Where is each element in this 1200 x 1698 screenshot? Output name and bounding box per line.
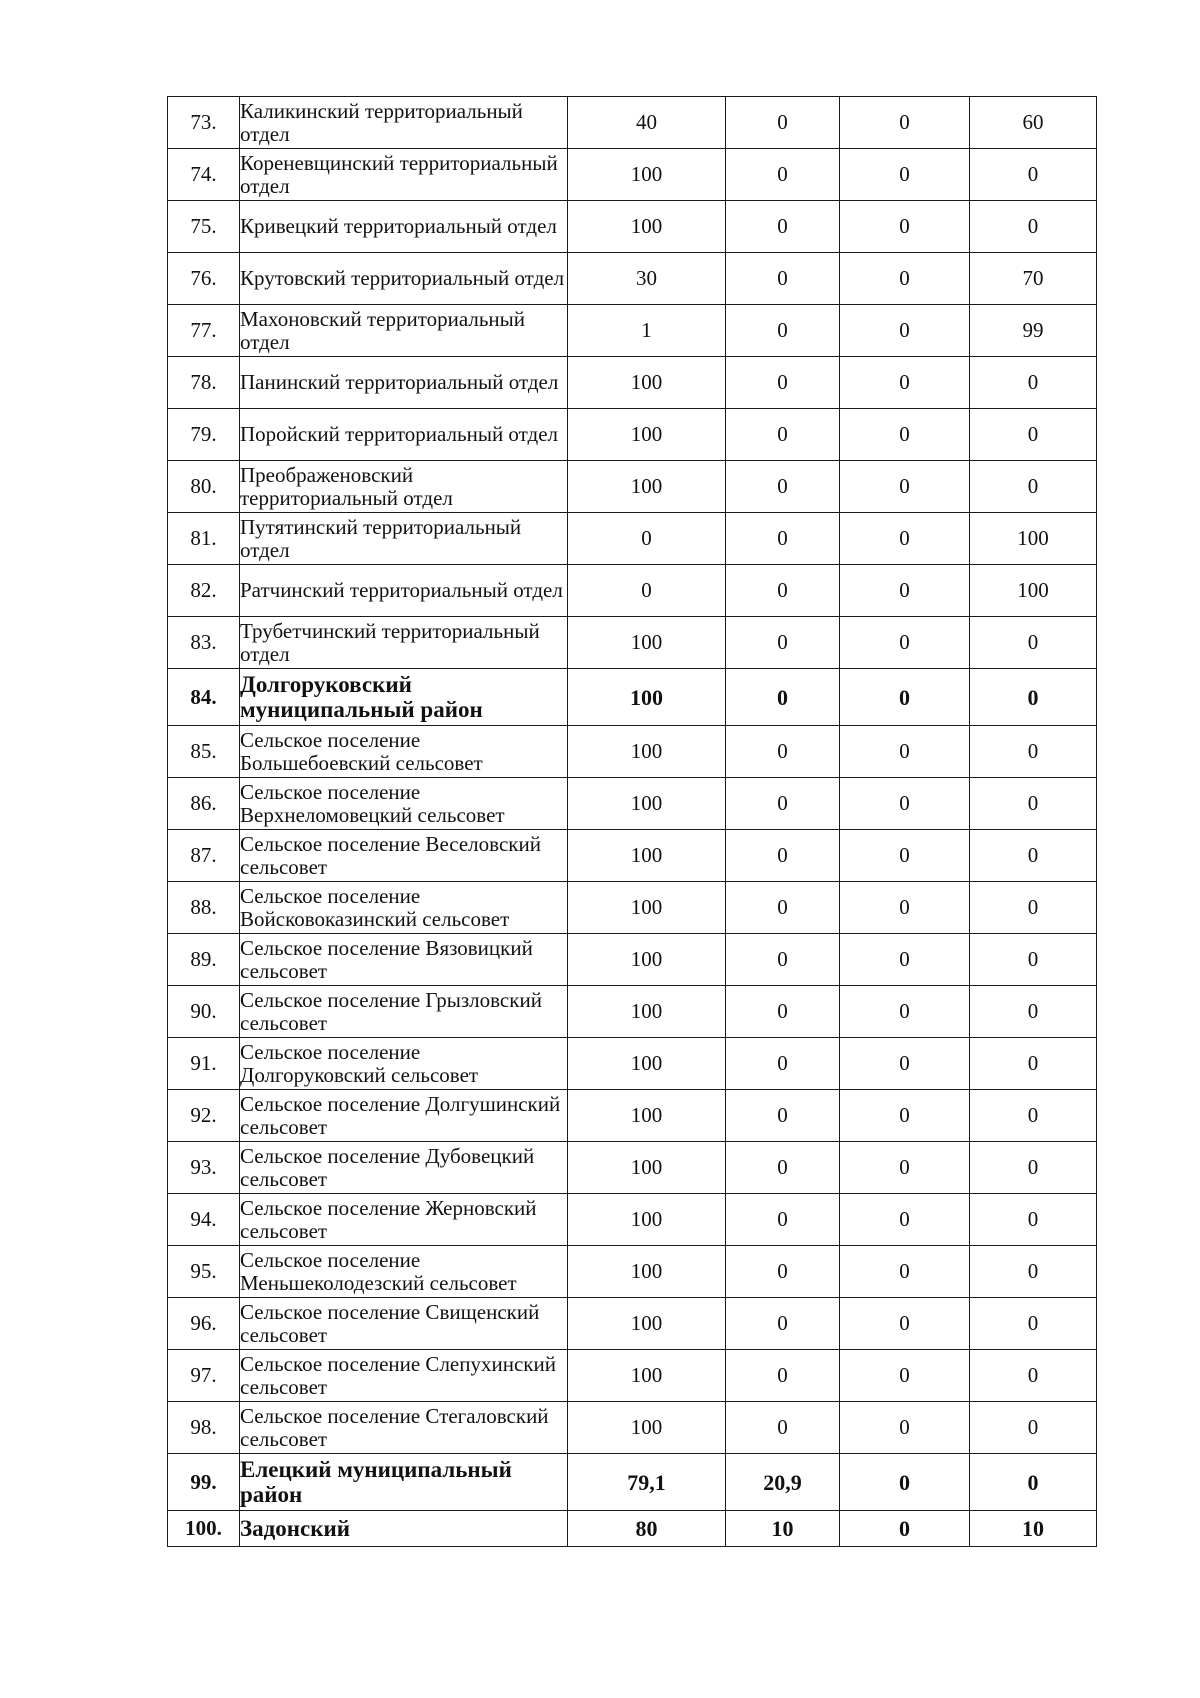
row-name: Сельское поселение Свищенский сельсовет bbox=[240, 1298, 568, 1350]
row-name: Кривецкий территориальный отдел bbox=[240, 201, 568, 253]
value-col-1: 100 bbox=[568, 669, 726, 726]
value-col-4: 0 bbox=[970, 1402, 1097, 1454]
value-col-1: 100 bbox=[568, 1298, 726, 1350]
table-row bbox=[168, 253, 1097, 305]
value-col-3: 0 bbox=[840, 669, 970, 726]
row-name: Сельское поселение Жерновский сельсовет bbox=[240, 1194, 568, 1246]
table-row bbox=[168, 1511, 1097, 1547]
value-col-1: 100 bbox=[568, 1090, 726, 1142]
row-name: Сельское поселение Долгушинский сельсовет bbox=[240, 1090, 568, 1142]
value-col-1: 100 bbox=[568, 778, 726, 830]
row-number: 91. bbox=[168, 1038, 240, 1090]
value-col-3: 0 bbox=[840, 1298, 970, 1350]
table-body bbox=[168, 97, 1097, 1547]
value-col-1: 100 bbox=[568, 830, 726, 882]
value-col-3: 0 bbox=[840, 1402, 970, 1454]
value-col-2: 0 bbox=[726, 986, 840, 1038]
row-name: Поройский территориальный отдел bbox=[240, 409, 568, 461]
value-col-3: 0 bbox=[840, 97, 970, 149]
value-col-4: 0 bbox=[970, 778, 1097, 830]
row-number: 95. bbox=[168, 1246, 240, 1298]
row-name: Сельское поселение Вязовицкий сельсовет bbox=[240, 934, 568, 986]
value-col-3: 0 bbox=[840, 409, 970, 461]
row-name: Ратчинский территориальный отдел bbox=[240, 565, 568, 617]
value-col-2: 0 bbox=[726, 1038, 840, 1090]
value-col-3: 0 bbox=[840, 1142, 970, 1194]
row-name: Сельское поселение Долгоруковский сельсовет bbox=[240, 1038, 568, 1090]
value-col-1: 100 bbox=[568, 1142, 726, 1194]
value-col-4: 0 bbox=[970, 201, 1097, 253]
row-number: 88. bbox=[168, 882, 240, 934]
value-col-1: 100 bbox=[568, 986, 726, 1038]
value-col-3: 0 bbox=[840, 1246, 970, 1298]
value-col-2: 0 bbox=[726, 1090, 840, 1142]
value-col-1: 0 bbox=[568, 565, 726, 617]
table-row bbox=[168, 986, 1097, 1038]
value-col-2: 0 bbox=[726, 1402, 840, 1454]
value-col-1: 100 bbox=[568, 934, 726, 986]
value-col-4: 70 bbox=[970, 253, 1097, 305]
row-number: 89. bbox=[168, 934, 240, 986]
value-col-2: 0 bbox=[726, 1142, 840, 1194]
row-name: Елецкий муниципальный район bbox=[240, 1454, 568, 1511]
value-col-3: 0 bbox=[840, 513, 970, 565]
row-number: 99. bbox=[168, 1454, 240, 1511]
value-col-1: 1 bbox=[568, 305, 726, 357]
value-col-3: 0 bbox=[840, 461, 970, 513]
value-col-2: 0 bbox=[726, 409, 840, 461]
row-name: Преображеновский территориальный отдел bbox=[240, 461, 568, 513]
table-row bbox=[168, 305, 1097, 357]
value-col-1: 100 bbox=[568, 1350, 726, 1402]
value-col-1: 100 bbox=[568, 617, 726, 669]
value-col-1: 30 bbox=[568, 253, 726, 305]
row-name: Сельское поселение Большебоевский сельсовет bbox=[240, 726, 568, 778]
table-row bbox=[168, 1038, 1097, 1090]
row-name: Сельское поселение Слепухинский сельсовет bbox=[240, 1350, 568, 1402]
table-row bbox=[168, 934, 1097, 986]
value-col-1: 79,1 bbox=[568, 1454, 726, 1511]
value-col-3: 0 bbox=[840, 565, 970, 617]
value-col-1: 100 bbox=[568, 357, 726, 409]
value-col-2: 0 bbox=[726, 1350, 840, 1402]
row-name: Панинский территориальный отдел bbox=[240, 357, 568, 409]
value-col-3: 0 bbox=[840, 617, 970, 669]
value-col-2: 20,9 bbox=[726, 1454, 840, 1511]
row-number: 83. bbox=[168, 617, 240, 669]
row-name: Сельское поселение Веселовский сельсовет bbox=[240, 830, 568, 882]
table-row bbox=[168, 778, 1097, 830]
row-number: 73. bbox=[168, 97, 240, 149]
value-col-1: 100 bbox=[568, 882, 726, 934]
table-row bbox=[168, 1142, 1097, 1194]
table-row bbox=[168, 201, 1097, 253]
value-col-2: 0 bbox=[726, 201, 840, 253]
value-col-2: 0 bbox=[726, 934, 840, 986]
value-col-2: 0 bbox=[726, 149, 840, 201]
value-col-3: 0 bbox=[840, 1350, 970, 1402]
value-col-3: 0 bbox=[840, 830, 970, 882]
row-number: 75. bbox=[168, 201, 240, 253]
value-col-4: 100 bbox=[970, 513, 1097, 565]
table-row bbox=[168, 1402, 1097, 1454]
value-col-3: 0 bbox=[840, 1038, 970, 1090]
value-col-2: 0 bbox=[726, 882, 840, 934]
row-number: 81. bbox=[168, 513, 240, 565]
row-number: 78. bbox=[168, 357, 240, 409]
value-col-2: 0 bbox=[726, 726, 840, 778]
row-number: 96. bbox=[168, 1298, 240, 1350]
value-col-2: 0 bbox=[726, 1298, 840, 1350]
table-row bbox=[168, 1454, 1097, 1511]
value-col-3: 0 bbox=[840, 357, 970, 409]
value-col-2: 0 bbox=[726, 778, 840, 830]
value-col-3: 0 bbox=[840, 882, 970, 934]
row-number: 93. bbox=[168, 1142, 240, 1194]
value-col-2: 10 bbox=[726, 1511, 840, 1547]
row-number: 87. bbox=[168, 830, 240, 882]
value-col-3: 0 bbox=[840, 253, 970, 305]
table-row bbox=[168, 149, 1097, 201]
value-col-1: 100 bbox=[568, 461, 726, 513]
value-col-3: 0 bbox=[840, 726, 970, 778]
value-col-2: 0 bbox=[726, 513, 840, 565]
table-row bbox=[168, 1246, 1097, 1298]
row-number: 100. bbox=[168, 1511, 240, 1547]
table-row bbox=[168, 1298, 1097, 1350]
value-col-4: 99 bbox=[970, 305, 1097, 357]
table-row bbox=[168, 565, 1097, 617]
row-name: Сельское поселение Войсковоказинский сельсовет bbox=[240, 882, 568, 934]
row-name: Трубетчинский территориальный отдел bbox=[240, 617, 568, 669]
value-col-3: 0 bbox=[840, 934, 970, 986]
value-col-4: 0 bbox=[970, 1454, 1097, 1511]
row-number: 76. bbox=[168, 253, 240, 305]
row-number: 79. bbox=[168, 409, 240, 461]
value-col-4: 0 bbox=[970, 1090, 1097, 1142]
table-row bbox=[168, 409, 1097, 461]
value-col-4: 60 bbox=[970, 97, 1097, 149]
value-col-1: 40 bbox=[568, 97, 726, 149]
value-col-2: 0 bbox=[726, 253, 840, 305]
value-col-4: 0 bbox=[970, 934, 1097, 986]
row-name: Крутовский территориальный отдел bbox=[240, 253, 568, 305]
row-number: 90. bbox=[168, 986, 240, 1038]
value-col-4: 0 bbox=[970, 726, 1097, 778]
row-number: 98. bbox=[168, 1402, 240, 1454]
value-col-2: 0 bbox=[726, 305, 840, 357]
row-name: Сельское поселение Грызловский сельсовет bbox=[240, 986, 568, 1038]
value-col-1: 100 bbox=[568, 201, 726, 253]
row-number: 92. bbox=[168, 1090, 240, 1142]
value-col-3: 0 bbox=[840, 1454, 970, 1511]
table-row bbox=[168, 830, 1097, 882]
value-col-4: 0 bbox=[970, 149, 1097, 201]
value-col-4: 100 bbox=[970, 565, 1097, 617]
value-col-3: 0 bbox=[840, 1194, 970, 1246]
data-table bbox=[167, 96, 1097, 1547]
value-col-4: 0 bbox=[970, 1038, 1097, 1090]
value-col-2: 0 bbox=[726, 565, 840, 617]
value-col-3: 0 bbox=[840, 149, 970, 201]
row-name: Путятинский территориальный отдел bbox=[240, 513, 568, 565]
value-col-1: 100 bbox=[568, 1038, 726, 1090]
value-col-4: 0 bbox=[970, 986, 1097, 1038]
row-name: Сельское поселение Меньшеколодезский сельсовет bbox=[240, 1246, 568, 1298]
row-number: 86. bbox=[168, 778, 240, 830]
row-number: 85. bbox=[168, 726, 240, 778]
row-name: Махоновский территориальный отдел bbox=[240, 305, 568, 357]
row-number: 77. bbox=[168, 305, 240, 357]
table-row bbox=[168, 1350, 1097, 1402]
value-col-2: 0 bbox=[726, 1246, 840, 1298]
table-row bbox=[168, 97, 1097, 149]
value-col-2: 0 bbox=[726, 461, 840, 513]
value-col-4: 0 bbox=[970, 357, 1097, 409]
row-name: Кореневщинский территориальный отдел bbox=[240, 149, 568, 201]
value-col-2: 0 bbox=[726, 1194, 840, 1246]
value-col-4: 0 bbox=[970, 1246, 1097, 1298]
table-row bbox=[168, 1090, 1097, 1142]
value-col-4: 0 bbox=[970, 617, 1097, 669]
value-col-4: 0 bbox=[970, 830, 1097, 882]
value-col-4: 0 bbox=[970, 1350, 1097, 1402]
value-col-1: 100 bbox=[568, 1246, 726, 1298]
value-col-4: 0 bbox=[970, 461, 1097, 513]
value-col-4: 0 bbox=[970, 1142, 1097, 1194]
value-col-4: 0 bbox=[970, 669, 1097, 726]
row-name: Долгоруковский муниципальный район bbox=[240, 669, 568, 726]
value-col-1: 100 bbox=[568, 726, 726, 778]
table-row bbox=[168, 357, 1097, 409]
value-col-1: 100 bbox=[568, 149, 726, 201]
row-name: Задонский bbox=[240, 1511, 568, 1547]
row-number: 74. bbox=[168, 149, 240, 201]
table-row bbox=[168, 461, 1097, 513]
value-col-1: 80 bbox=[568, 1511, 726, 1547]
row-name: Сельское поселение Дубовецкий сельсовет bbox=[240, 1142, 568, 1194]
table-row bbox=[168, 617, 1097, 669]
value-col-3: 0 bbox=[840, 201, 970, 253]
value-col-4: 0 bbox=[970, 1298, 1097, 1350]
value-col-2: 0 bbox=[726, 97, 840, 149]
row-number: 97. bbox=[168, 1350, 240, 1402]
value-col-2: 0 bbox=[726, 617, 840, 669]
row-number: 82. bbox=[168, 565, 240, 617]
value-col-3: 0 bbox=[840, 305, 970, 357]
value-col-4: 0 bbox=[970, 882, 1097, 934]
value-col-1: 0 bbox=[568, 513, 726, 565]
value-col-2: 0 bbox=[726, 669, 840, 726]
value-col-3: 0 bbox=[840, 778, 970, 830]
value-col-1: 100 bbox=[568, 1194, 726, 1246]
row-number: 84. bbox=[168, 669, 240, 726]
table-row bbox=[168, 726, 1097, 778]
row-name: Сельское поселение Верхнеломовецкий сельсовет bbox=[240, 778, 568, 830]
value-col-3: 0 bbox=[840, 1511, 970, 1547]
value-col-2: 0 bbox=[726, 357, 840, 409]
row-name: Каликинский территориальный отдел bbox=[240, 97, 568, 149]
value-col-3: 0 bbox=[840, 986, 970, 1038]
row-number: 80. bbox=[168, 461, 240, 513]
value-col-4: 10 bbox=[970, 1511, 1097, 1547]
value-col-1: 100 bbox=[568, 1402, 726, 1454]
value-col-2: 0 bbox=[726, 830, 840, 882]
value-col-1: 100 bbox=[568, 409, 726, 461]
value-col-4: 0 bbox=[970, 409, 1097, 461]
table-row bbox=[168, 882, 1097, 934]
table-row bbox=[168, 669, 1097, 726]
value-col-3: 0 bbox=[840, 1090, 970, 1142]
row-number: 94. bbox=[168, 1194, 240, 1246]
value-col-4: 0 bbox=[970, 1194, 1097, 1246]
table-row bbox=[168, 513, 1097, 565]
row-name: Сельское поселение Стегаловский сельсовет bbox=[240, 1402, 568, 1454]
table-row bbox=[168, 1194, 1097, 1246]
